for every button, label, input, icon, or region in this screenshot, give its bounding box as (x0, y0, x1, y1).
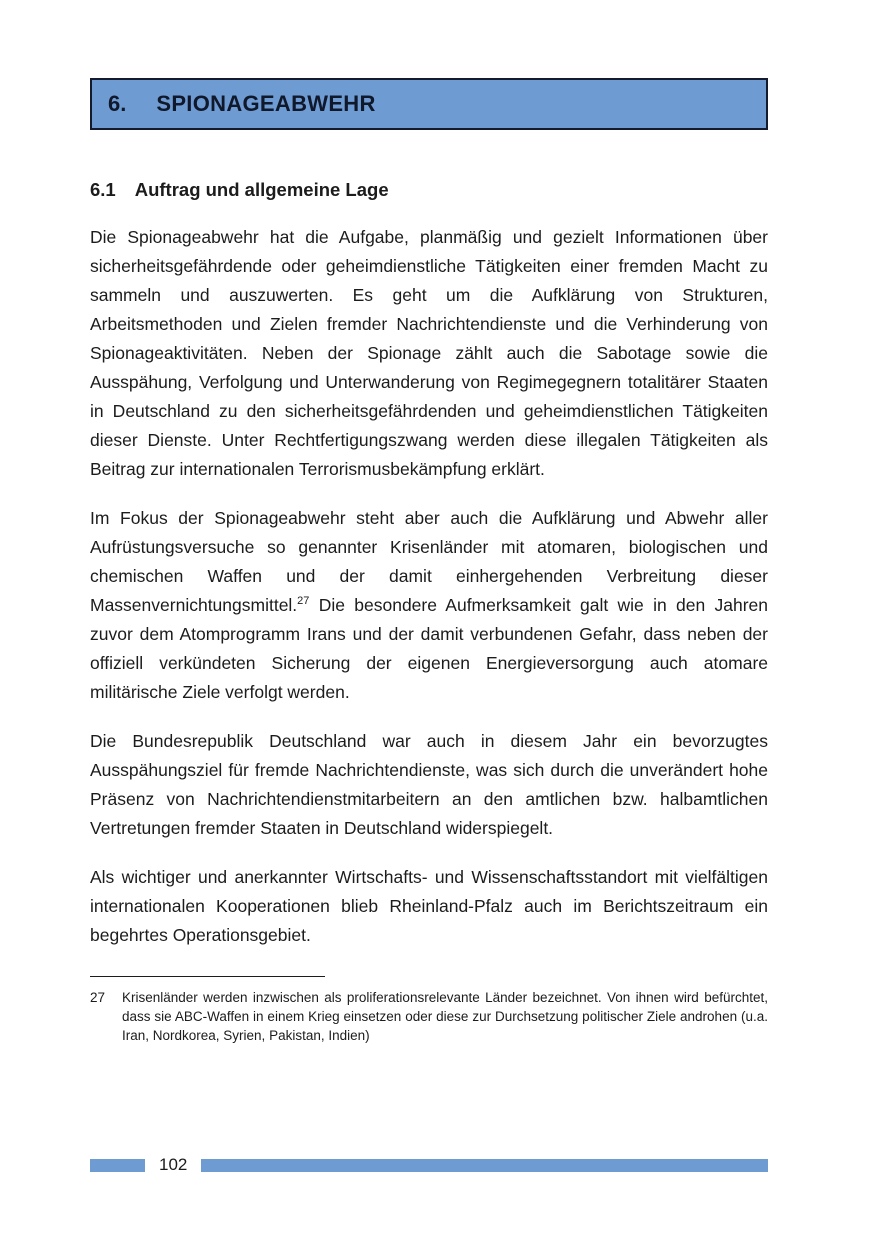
paragraph-2-text-before: Im Fokus der Spionageabwehr steht aber auch die Aufklärung und Abwehr aller Aufrüstungsversuche so genannter Krisenländer mit atomaren, biologischen und chemischen Waffen und der damit einhergehenden Verbreitung dieser Massenvernichtungsmittel. (90, 508, 768, 615)
section-number: 6.1 (90, 179, 116, 200)
footnote-separator-rule (90, 976, 325, 977)
paragraph-2-text-after: Die besondere Aufmerksamkeit galt wie in den Jahren zuvor dem Atomprogramm Irans und der damit verbundenen Gefahr, dass neben der offiziell verkündeten Sicherung der eigenen Energieversorgung auch atomare militärische Ziele verfolgt werden. (90, 595, 768, 702)
footnote-reference: 27 (297, 595, 310, 608)
paragraph-1: Die Spionageabwehr hat die Aufgabe, planmäßig und gezielt Informationen über sicherheitsgefährdende oder geheimdienstliche Tätigkeiten einer fremden Macht zu sammeln und auszuwerten. Es geht um die Aufklärung von Strukturen, Arbeitsmethoden und Zielen fremder Nachrichtendienste und die Verhinderung von Spionageaktivitäten. Neben der Spionage zählt auch die Sabotage sowie die Ausspähung, Verfolgung und Unterwanderung von Regimegegnern totalitärer Staaten in Deutschland zu den sicherheitsgefährdenden und geheimdienstlichen Tätigkeiten dieser Dienste. Unter Rechtfertigungszwang werden diese illegalen Tätigkeiten als Beitrag zur internationalen Terrorismusbekämpfung erklärt. (90, 227, 768, 479)
footer-bar-right (201, 1159, 768, 1172)
footnote-number: 27 (90, 990, 106, 1005)
chapter-number: 6. (108, 91, 127, 116)
section-heading (90, 179, 768, 201)
chapter-title: SPIONAGEABWEHR (156, 91, 376, 116)
footnote-text: Krisenländer werden inzwischen als proliferationsrelevante Länder bezeichnet. Von ihnen wird befürchtet, dass sie ABC-Waffen in einem Krieg einsetzen oder diese zur Durchsetzung politischer Ziele androhen (u.a. Iran, Nordkorea, Syrien, Pakistan, Indien) (122, 990, 768, 1043)
section-title: Auftrag und allgemeine Lage (134, 179, 389, 200)
paragraph-4: Als wichtiger und anerkannter Wirtschafts- und Wissenschaftsstandort mit vielfältigen internationalen Kooperationen blieb Rheinland-Pfalz auch im Berichtszeitraum ein begehrtes Operationsgebiet. (90, 867, 768, 945)
chapter-banner (90, 78, 768, 130)
page-number: 102 (159, 1155, 188, 1174)
footer-bar-left (90, 1159, 145, 1172)
paragraph-2 (90, 504, 768, 707)
footnote-block (90, 976, 768, 1045)
paragraph-3: Die Bundesrepublik Deutschland war auch in diesem Jahr ein bevorzugtes Ausspähungsziel für fremde Nachrichtendienste, was sich durch die unverändert hohe Präsenz von Nachrichtendienstmitarbeitern an den amtlichen bzw. halbamtlichen Vertretungen fremder Staaten in Deutschland widerspiegelt. (90, 731, 768, 838)
body-text (90, 201, 768, 950)
page-footer (90, 1155, 768, 1175)
footnote (90, 988, 768, 1045)
